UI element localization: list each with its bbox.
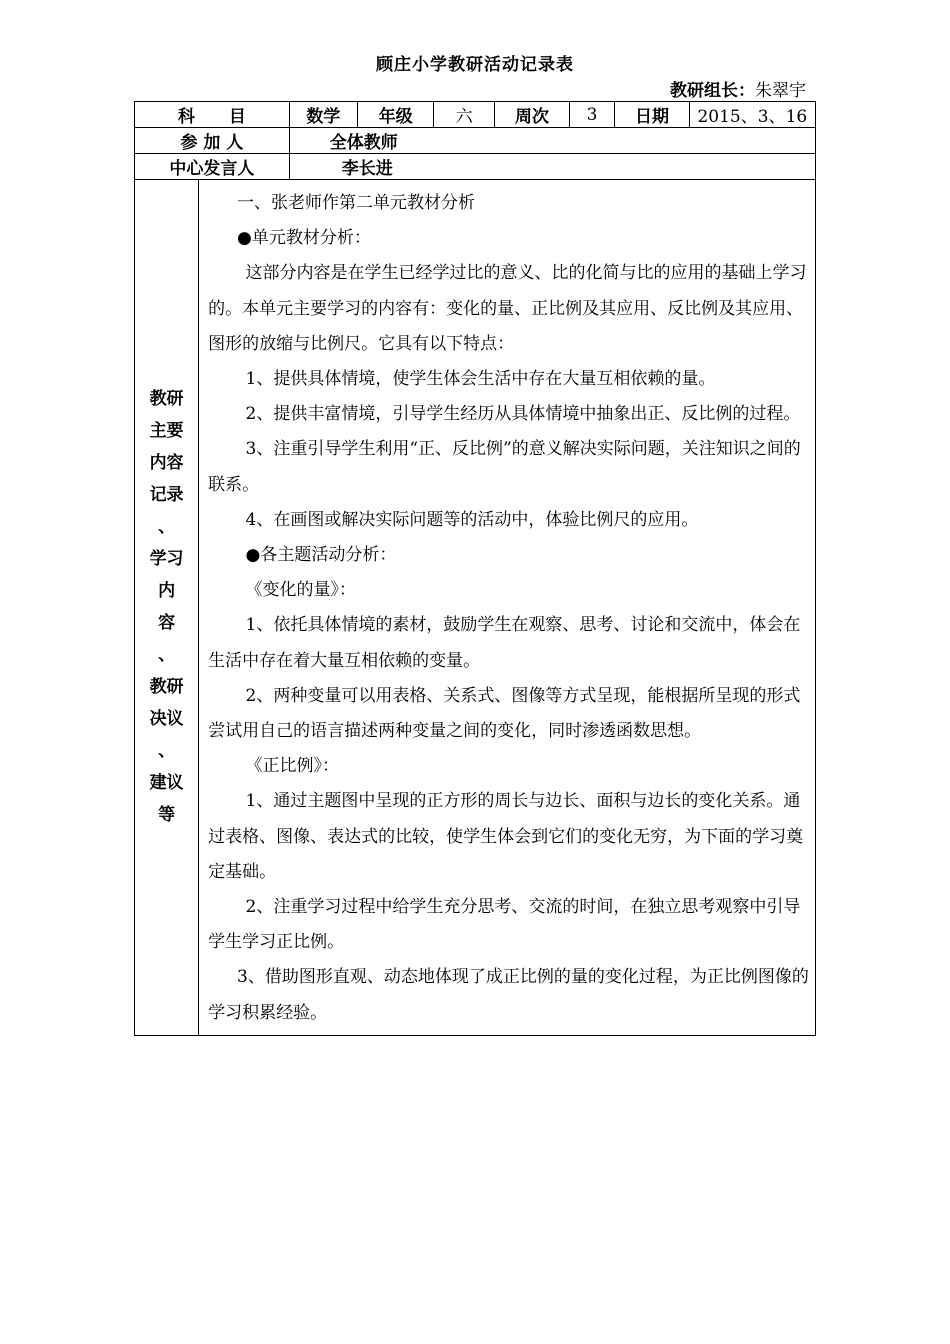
leader-label: 教研组长： — [670, 81, 755, 101]
section-label-line: 建议 — [149, 773, 184, 794]
content-paragraph: 《变化的量》： — [245, 580, 357, 601]
content-paragraph: 1、依托具体情境的素材，鼓励学生在观察、思考、讨论和交流中，体会在生活中存在着大量互相依赖的变量。 — [208, 615, 801, 671]
section-label-line: 教研 — [149, 389, 184, 410]
content-paragraph: 这部分内容是在学生已经学过比的意义、比的化简与比的应用的基础上学习的。本单元主要学习的内容有：变化的量、正比例及其应用、反比例及其应用、图形的放缩与比例尺。它具有以下特点： — [208, 263, 807, 354]
speaker-label: 中心发言人 — [135, 154, 290, 180]
content-paragraph: ●各主题活动分析： — [245, 545, 397, 566]
grade-value: 六 — [434, 102, 495, 128]
speaker-row — [135, 154, 816, 180]
participants-value: 全体教师 — [289, 128, 815, 154]
date-value: 2015、3、16 — [689, 102, 815, 128]
grade-label: 年级 — [357, 102, 433, 128]
section-label-line: 等 — [158, 805, 176, 826]
week-label: 周次 — [495, 102, 569, 128]
document-title: 顾庄小学教研活动记录表 — [376, 55, 574, 75]
section-label-line: 、 — [158, 741, 176, 762]
content-paragraph: 《正比例》： — [245, 756, 340, 777]
section-label-line: 内容 — [149, 453, 184, 474]
content-paragraph: 2、两种变量可以用表格、关系式、图像等方式呈现，能根据所呈现的形式尝试用自己的语言描述两种变量之间的变化，同时渗透函数思想。 — [208, 685, 801, 742]
content-paragraph: 一、张老师作第二单元教材分析 — [237, 193, 476, 213]
week-value: 3 — [569, 102, 615, 128]
content-paragraph: 4、在画图或解决实际问题等的活动中，体验比例尺的应用。 — [245, 509, 699, 530]
section-label-line: 容 — [158, 613, 176, 634]
content-paragraph: 2、提供丰富情境，引导学生经历从具体情境中抽象出正、反比例的过程。 — [245, 404, 801, 425]
record-table — [134, 101, 816, 1036]
content-paragraph: 2、注重学习过程中给学生充分思考、交流的时间，在独立思考观察中引导学生学习正比例。 — [208, 897, 801, 953]
content-paragraph: 3、借助图形直观、动态地体现了成正比例的量的变化过程，为正比例图像的学习积累经验。 — [208, 967, 809, 1023]
section-label — [135, 180, 199, 1036]
participants-row — [135, 128, 816, 154]
content-paragraph: 1、通过主题图中呈现的正方形的周长与边长、面积与边长的变化关系。通过表格、图像、表达式的比较，使学生体会到它们的变化无穷，为下面的学习奠定基础。 — [208, 791, 804, 882]
speaker-value: 李长进 — [289, 154, 815, 180]
subject-label: 科 目 — [135, 102, 290, 128]
section-label-line: 学习 — [149, 549, 184, 570]
content-row — [135, 180, 816, 1036]
section-label-line: 记录 — [149, 485, 184, 506]
section-label-line: 主要 — [149, 421, 184, 442]
section-label-line: 、 — [158, 645, 176, 666]
section-label-line: 教研 — [149, 677, 184, 698]
research-leader — [670, 76, 806, 101]
leader-name: 朱翠宇 — [755, 81, 806, 101]
participants-label: 参 加 人 — [135, 128, 290, 154]
section-label-line: 决议 — [149, 709, 184, 730]
content-paragraph: 3、注重引导学生利用“正、反比例”的意义解决实际问题，关注知识之间的联系。 — [208, 439, 801, 495]
date-label: 日期 — [615, 102, 689, 128]
content-body — [199, 180, 816, 1036]
content-paragraph: 1、提供具体情境，使学生体会生活中存在大量互相依赖的量。 — [245, 369, 716, 390]
info-row — [135, 102, 816, 128]
content-paragraph: ●单元教材分析： — [237, 228, 371, 249]
subject-value: 数学 — [289, 102, 357, 128]
section-label-line: 、 — [158, 517, 176, 538]
section-label-line: 内 — [158, 581, 176, 602]
